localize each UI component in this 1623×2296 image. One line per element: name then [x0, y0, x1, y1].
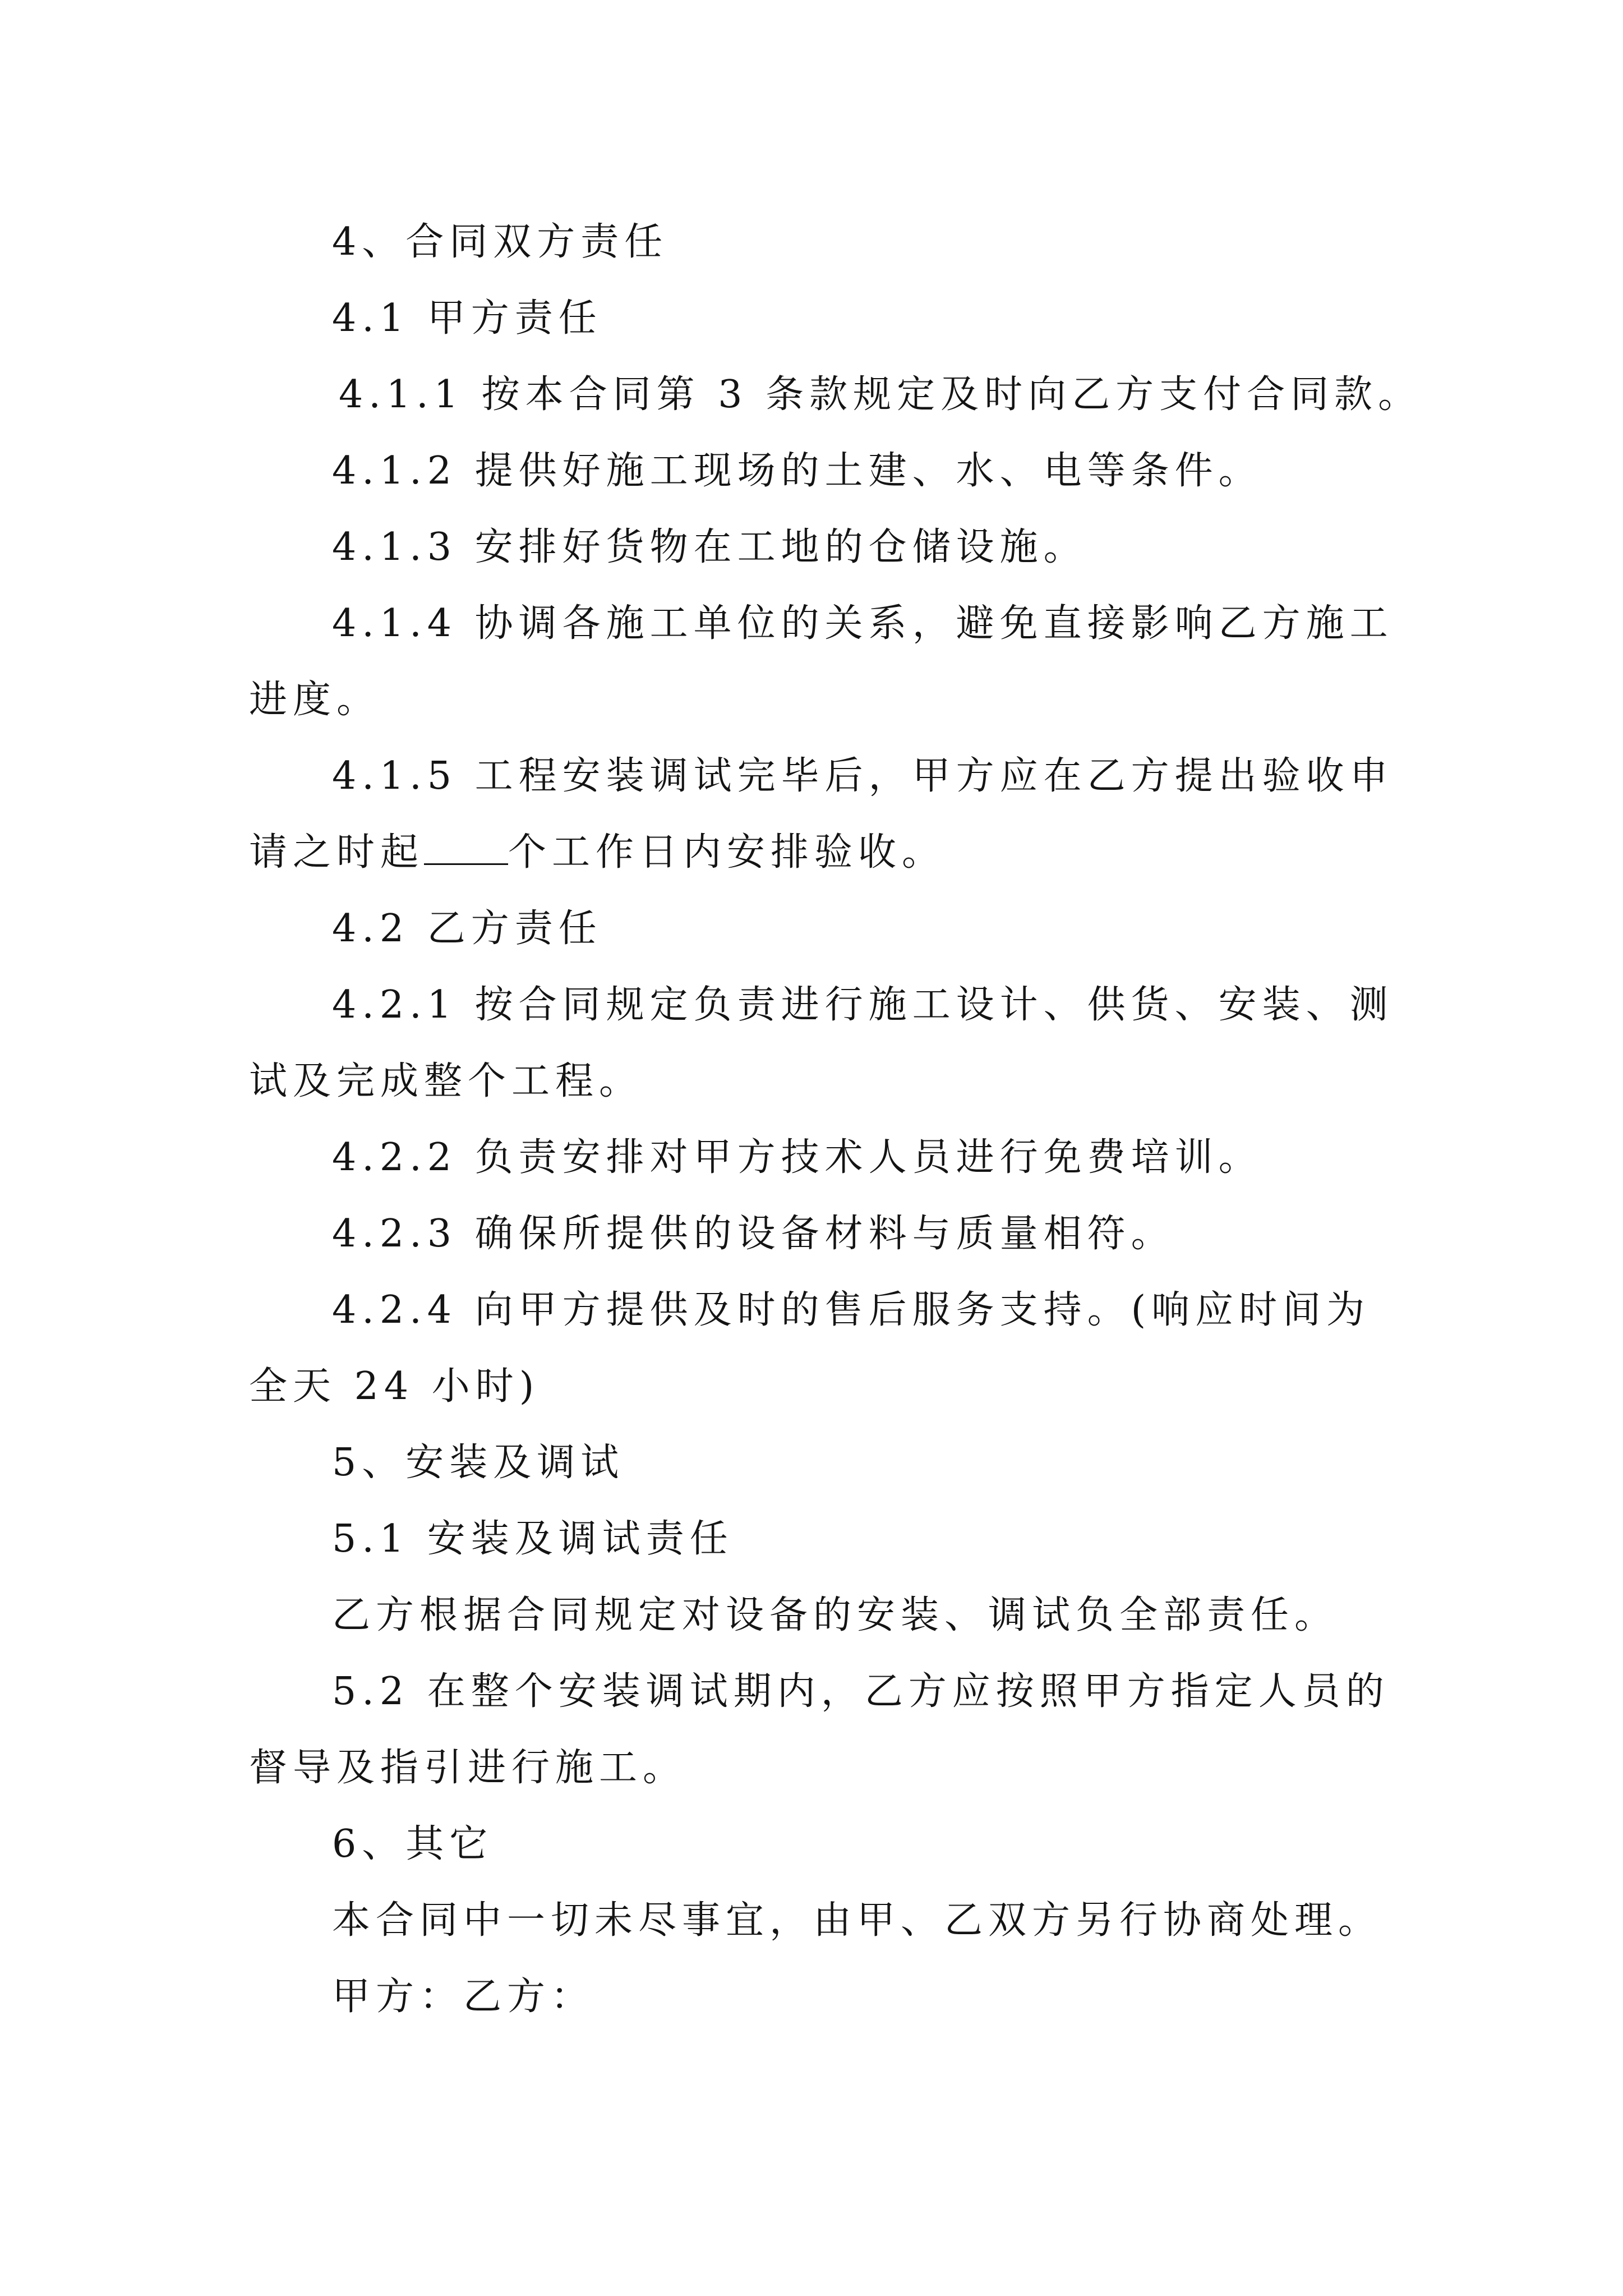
- signature-line: 甲方：乙方：: [332, 1975, 595, 2019]
- clause-4-1-2: 4.1.2 提供好施工现场的土建、水、电等条件。: [332, 449, 1262, 493]
- section-5-2-line1: 5.2 在整个安装调试期内，乙方应按照甲方指定人员的: [332, 1669, 1390, 1714]
- section-4-1-heading: 4.1 甲方责任: [332, 296, 602, 341]
- clause-4-2-4-line1: 4.2.4 向甲方提供及时的售后服务支持。(响应时间为: [332, 1288, 1371, 1332]
- clause-4-1-4-line1: 4.1.4 协调各施工单位的关系，避免直接影响乙方施工: [332, 601, 1394, 646]
- clause-4-2-1-line2: 试及完成整个工程。: [249, 1059, 643, 1103]
- section-4-heading: 4、合同双方责任: [332, 220, 668, 264]
- section-4-2-heading: 4.2 乙方责任: [332, 907, 602, 951]
- section-5-heading: 5、安装及调试: [332, 1441, 625, 1485]
- section-5-1-heading: 5.1 安装及调试责任: [332, 1517, 734, 1561]
- clause-4-2-3: 4.2.3 确保所提供的设备材料与质量相符。: [332, 1212, 1175, 1256]
- clause-4-1-5-line2: [249, 830, 946, 875]
- clause-4-1-5-line1: 4.1.5 工程安装调试完毕后，甲方应在乙方提出验收申: [332, 754, 1394, 798]
- clause-4-1-5-text-after-blank: 个工作日内安排验收。: [508, 830, 946, 875]
- fill-in-blank: [424, 831, 508, 865]
- clause-4-1-4-line2: 进度。: [249, 678, 381, 722]
- clause-4-2-2: 4.2.2 负责安排对甲方技术人员进行免费培训。: [332, 1135, 1262, 1180]
- section-5-1-body: 乙方根据合同规定对设备的安装、调试负全部责任。: [332, 1593, 1339, 1637]
- clause-4-2-1-line1: 4.2.1 按合同规定负责进行施工设计、供货、安装、测: [332, 983, 1394, 1027]
- section-6-body: 本合同中一切未尽事宜，由甲、乙双方另行协商处理。: [332, 1898, 1382, 1943]
- clause-4-1-1: 4.1.1 按本合同第 3 条款规定及时向乙方支付合同款。: [339, 372, 1422, 417]
- clause-4-1-5-text-before-blank: 请之时起: [249, 830, 425, 875]
- section-6-heading: 6、其它: [332, 1822, 494, 1866]
- section-5-2-line2: 督导及指引进行施工。: [249, 1746, 687, 1790]
- clause-4-1-3: 4.1.3 安排好货物在工地的仓储设施。: [332, 525, 1087, 569]
- clause-4-2-4-line2: 全天 24 小时): [249, 1364, 540, 1409]
